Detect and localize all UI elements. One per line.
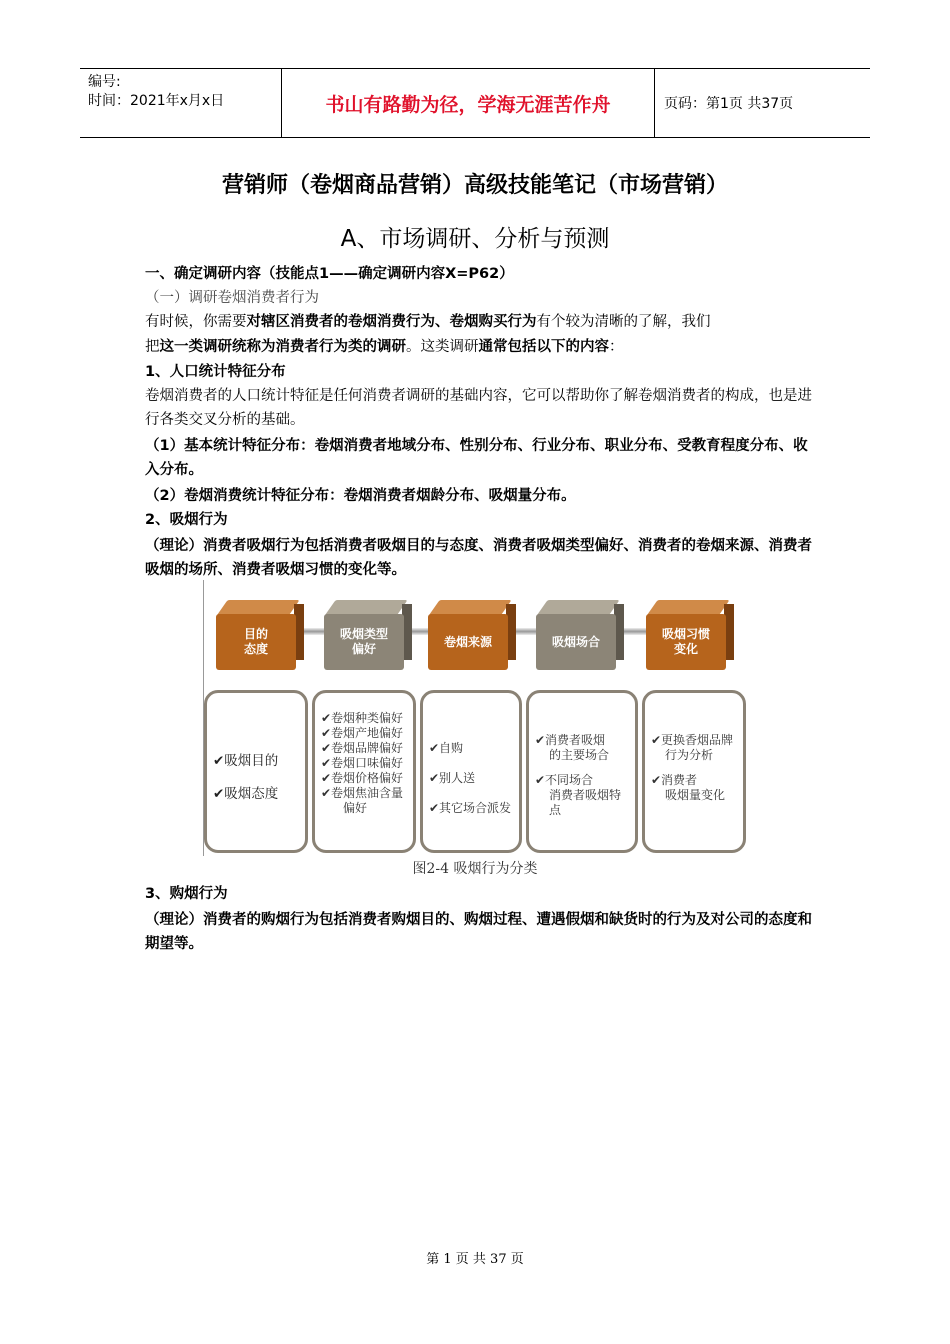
paragraph-3: （1）基本统计特征分布：卷烟消费者地域分布、性别分布、行业分布、职业分布、受教育程度分布、收入分布。 <box>145 438 808 478</box>
box-item: 的主要场合 <box>549 748 610 762</box>
box-item: ✔卷烟口味偏好 <box>321 756 404 770</box>
box-item: ✔吸烟目的 <box>213 753 279 769</box>
text-run: 把 <box>145 339 160 355</box>
box-purpose-attitude <box>204 690 308 853</box>
cube-occasion <box>530 600 624 670</box>
subheading-1: （一）调研卷烟消费者行为 <box>145 290 319 306</box>
cube-face <box>324 614 404 670</box>
cube-label: 态度 <box>243 642 268 656</box>
paragraph-6: （理论）消费者的购烟行为包括消费者购烟目的、购烟过程、遭遇假烟和缺货时的行为及对公司的态度和期望等。 <box>145 912 812 952</box>
box-item: ✔卷烟品牌偏好 <box>321 741 404 755</box>
header-meta <box>88 73 224 111</box>
heading-4: 3、购烟行为 <box>145 886 228 902</box>
box-item: ✔卷烟种类偏好 <box>321 711 404 725</box>
paragraph-2: 卷烟消费者的人口统计特征是任何消费者调研的基础内容，它可以帮助你了解卷烟消费者的构成，也是进行各类交叉分析的基础。 <box>145 388 812 428</box>
header-page-info: 页码：第1页 共37页 <box>664 96 794 112</box>
number-label: 编号: <box>88 74 121 90</box>
cube-type-preference <box>318 600 412 670</box>
cube-label: 吸烟场合 <box>551 634 600 649</box>
box-item: 消费者吸烟特点 <box>549 788 622 817</box>
cube-purpose-attitude <box>210 600 304 670</box>
figure-caption: 图2-4 吸烟行为分类 <box>412 861 538 877</box>
cube-habit-change <box>640 600 734 670</box>
section-title: A、市场调研、分析与预测 <box>340 226 610 252</box>
box-type-preference <box>312 690 416 853</box>
box-item: ✔不同场合 <box>535 773 594 787</box>
header-divider <box>654 69 655 137</box>
cube-face <box>646 614 726 670</box>
text-run: 。这类调研 <box>406 339 479 355</box>
cube-label: 吸烟类型 <box>339 627 388 641</box>
header-motto: 书山有路勤为径，学海无涯苦作舟 <box>325 93 611 116</box>
heading-3: 2、吸烟行为 <box>145 512 228 528</box>
text-run-bold: 对辖区消费者的卷烟消费行为、卷烟购买行为 <box>246 314 537 330</box>
box-item: ✔消费者 <box>651 773 698 787</box>
text-run: ： <box>609 339 624 355</box>
box-item: ✔其它场合派发 <box>429 801 512 815</box>
cube-face <box>428 614 508 670</box>
cube-face <box>536 614 616 670</box>
document-title: 营销师（卷烟商品营销）高级技能笔记（市场营销） <box>221 173 728 198</box>
box-item: ✔更换香烟品牌 <box>651 733 734 747</box>
cube-face <box>216 614 296 670</box>
text-run: 有个较为清晰的了解，我们 <box>536 314 711 330</box>
box-occasion <box>526 690 638 853</box>
box-habit-change <box>642 690 746 853</box>
cube-label: 卷烟来源 <box>443 634 492 649</box>
cube-label: 偏好 <box>351 642 376 656</box>
box-item: 偏好 <box>343 801 368 815</box>
paragraph-4: （2）卷烟消费统计特征分布：卷烟消费者烟龄分布、吸烟量分布。 <box>145 488 576 504</box>
text-run: 有时候，你需要 <box>145 314 247 330</box>
box-item: ✔吸烟态度 <box>213 786 279 802</box>
page-footer: 第 1 页 共 37 页 <box>426 1252 524 1267</box>
text-run-bold: 这一类调研统称为消费者行为类的调研 <box>159 339 406 355</box>
page-header <box>80 68 870 138</box>
paragraph-1 <box>145 310 815 360</box>
heading-2: 1、人口统计特征分布 <box>145 364 286 380</box>
text-run-bold: 通常包括以下的内容 <box>478 339 609 355</box>
cube-label: 变化 <box>673 642 698 656</box>
box-item: ✔卷烟产地偏好 <box>321 726 404 740</box>
box-item: 行为分析 <box>665 748 714 762</box>
box-item: ✔消费者吸烟 <box>535 733 606 747</box>
box-item: ✔自购 <box>429 741 464 755</box>
cube-label: 吸烟习惯 <box>661 627 710 641</box>
box-item: 吸烟量变化 <box>665 788 726 802</box>
paragraph-5: （理论）消费者吸烟行为包括消费者吸烟目的与态度、消费者吸烟类型偏好、消费者的卷烟来源、消费者吸烟的场所、消费者吸烟习惯的变化等。 <box>145 538 812 578</box>
cube-label: 目的 <box>243 627 268 641</box>
box-item: ✔别人送 <box>429 771 476 785</box>
box-item: ✔卷烟价格偏好 <box>321 771 404 785</box>
cube-source <box>422 600 516 670</box>
box-item: ✔卷烟焦油含量 <box>321 786 404 800</box>
heading-1: 一、确定调研内容（技能点1——确定调研内容X=P62） <box>145 266 514 282</box>
box-source <box>420 690 522 853</box>
time-label: 时间：2021年x月x日 <box>88 93 225 109</box>
